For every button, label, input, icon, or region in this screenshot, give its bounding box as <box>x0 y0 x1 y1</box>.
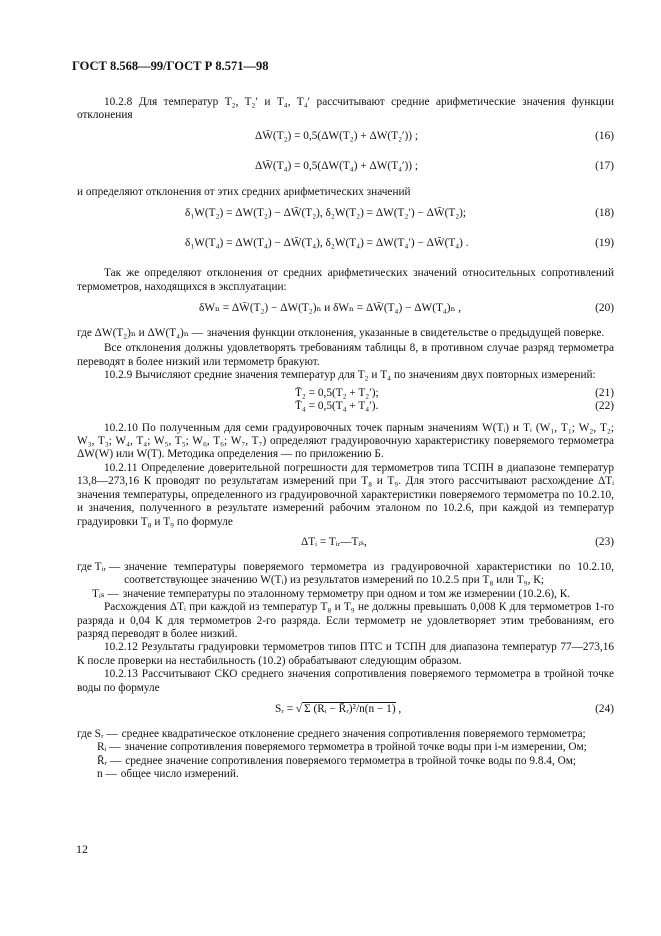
equation-20 <box>77 299 614 321</box>
equation-16 <box>77 126 614 148</box>
definition-tis-desc: значение температуры по эталонному термометру при одном и том же измерении (10.2.6), К. <box>122 587 571 600</box>
equation-18-formula: δ₁W(T₂) = ΔW(T₂) − ΔW̄(T₂), δ₂W(T₂) = ΔW(T₂′) − ΔW̄(T₂); <box>185 207 467 220</box>
equation-19 <box>77 235 614 257</box>
page-number: 12 <box>76 842 88 856</box>
equation-17 <box>77 158 614 180</box>
equation-23-formula: ΔTᵢ = Tᵢᵣ—Tᵢₛ, <box>301 535 367 548</box>
equation-24-radicand: Σ (Rᵢ − R̄ᵣ)²/n(n − 1) <box>304 702 396 715</box>
equation-22-formula: T̄₄ = 0,5(T₄ + T₄′). <box>295 399 379 412</box>
paragraph-all-deviations: Все отклонения должны удовлетворять требованиям таблицы 8, в противном случае разряд термометра переводят в более низкий или термометр бракуют. <box>77 342 614 368</box>
equation-24-formula <box>275 703 401 716</box>
definition-term: n — <box>97 768 117 781</box>
paragraph-deviations: и определяют отклонения от этих средних арифметических значений <box>77 185 411 198</box>
equation-23 <box>77 533 614 555</box>
definition-tis <box>77 588 614 601</box>
equation-17-formula: ΔW̄(T₄) = 0,5(ΔW(T₄) + ΔW(T₄′)) ; <box>255 159 418 172</box>
definition-tir-term: где Tᵢᵣ — <box>77 560 121 573</box>
definition-tir <box>77 561 614 588</box>
equation-24-lhs: Sᵣ = √ <box>275 702 303 715</box>
document-header: ГОСТ 8.568—99/ГОСТ Р 8.571—98 <box>72 59 269 73</box>
definition-desc: среднее квадратическое отклонение среднего значения сопротивления поверяемого термометра; <box>121 727 586 740</box>
equation-24-tail: , <box>395 702 402 715</box>
equation-18 <box>77 205 614 227</box>
definition-eq20-desc: значения функции отклонения, указанные в свидетельстве о предыдущей поверке. <box>206 327 605 340</box>
definition-term: где Sᵣ — <box>77 727 118 740</box>
definition-desc: общее число измерений. <box>120 768 239 781</box>
equation-19-formula: δ₁W(T₄) = ΔW(T₄) − ΔW̄(T₄), δ₂W(T₄) = ΔW(T₄′) − ΔW̄(T₄) . <box>185 237 469 250</box>
definition-n <box>77 768 614 781</box>
equation-21-number: (21) <box>595 386 614 399</box>
paragraph-10-2-10: 10.2.10 По полученным для семи градуировочных точек парным значениям W(Tᵢ) и Tᵢ (W₁, T₁; W₂, T₂; W₃, T₃; W₄, T₄; W₅, T₅; W₆, T₆; W₇, T₇) определяют градуировочную характеристику поверяемого термометра ΔW(W) или W(T). Методика определения — по приложению Б. <box>77 421 614 461</box>
paragraph-10-2-13: 10.2.13 Рассчитывают СКО среднего значения сопротивления поверяемого термометра в тройной точке воды по формуле <box>77 668 614 694</box>
equation-17-number: (17) <box>595 159 614 172</box>
equation-20-number: (20) <box>595 302 614 315</box>
definition-term: R̄ᵣ — <box>97 754 122 767</box>
paragraph-10-2-8: 10.2.8 Для температур T₂, T₂′ и T₄, T₄′ рассчитывают средние арифметические значения функции отклонения <box>77 96 614 122</box>
definition-term: Rᵢ — <box>97 741 121 754</box>
definition-ri <box>77 741 614 754</box>
definition-sr <box>77 728 614 741</box>
definition-rr <box>77 755 614 768</box>
equation-23-number: (23) <box>595 535 614 548</box>
definition-desc: среднее значение сопротивления поверяемого термометра в тройной точке воды по 9.8.4, Ом; <box>125 754 577 767</box>
definition-eq20 <box>77 327 614 340</box>
equation-24 <box>77 699 614 721</box>
equation-21 <box>77 386 614 400</box>
equation-16-number: (16) <box>595 129 614 142</box>
equation-20-formula: δWₙ = ΔW̄(T₂) − ΔW(T₂)ₙ и δWₙ = ΔW̄(T₄) − ΔW(T₄)ₙ , <box>199 302 462 315</box>
paragraph-discrepancies: Расхождения ΔTᵢ при каждой из температур T₈ и T₉ не должны превышать 0,008 К для термометров 1-го разряда и 0,04 К для термометров 2-го разряда. Если термометр не удовлетворяет этим требованиям, его разряд переводят в более низкий. <box>77 601 614 640</box>
equation-16-formula: ΔW̄(T₂) = 0,5(ΔW(T₂) + ΔW(T₂′)) ; <box>255 129 418 142</box>
paragraph-10-2-9: 10.2.9 Вычисляют средние значения температур для T₂ и T₄ по значениям двух повторных измерений: <box>104 369 596 382</box>
definitions-eq24 <box>77 728 614 782</box>
equation-24-number: (24) <box>595 702 614 715</box>
equation-21-formula: T̄₂ = 0,5(T₂ + T₂′); <box>295 386 379 399</box>
equation-22-number: (22) <box>595 399 614 412</box>
definition-desc: значение сопротивления поверяемого термометра в тройной точке воды при i-м измерении, Ом; <box>124 741 587 754</box>
equation-18-number: (18) <box>595 207 614 220</box>
definition-eq20-term: где ΔW(T₂)ₙ и ΔW(T₄)ₙ — <box>77 327 203 340</box>
definition-tis-term: Tᵢₛ — <box>92 587 119 600</box>
equation-22 <box>77 400 614 418</box>
paragraph-10-2-12: 10.2.12 Результаты градуировки термометров типов ПТС и ТСПН для диапазона температур 77—273,16 К после проверки на нестабильность (10.2) обрабатывают следующим образом. <box>77 641 614 667</box>
paragraph-10-2-11: 10.2.11 Определение доверительной погрешности для термометров типа ТСПН в диапазоне температур 13,8—273,16 К проводят по результатам измерений при T₈ и T₉. Для этого рассчитывают расхождение ΔTᵢ значения температуры, определенного из градуировочной характеристики поверяемого термометра по 10.2.10, и значения, полученного в результате измерений рабочим эталоном по 10.2.6, при каждой из температур градуировки T₈ и T₉ по формуле <box>77 461 614 528</box>
paragraph-same-deviations: Так же определяют отклонения от средних арифметических значений относительных сопротивлений термометров, находящихся в эксплуатации: <box>77 267 614 293</box>
definition-tir-desc: значение температуры поверяемого термометра из градуировочной характеристики по 10.2.10, соответствующее значению W(Tᵢ) из результатов измерений по 10.2.5 при T₈ или T₉, К; <box>124 560 614 587</box>
equation-19-number: (19) <box>595 237 614 250</box>
page-body <box>77 90 614 782</box>
